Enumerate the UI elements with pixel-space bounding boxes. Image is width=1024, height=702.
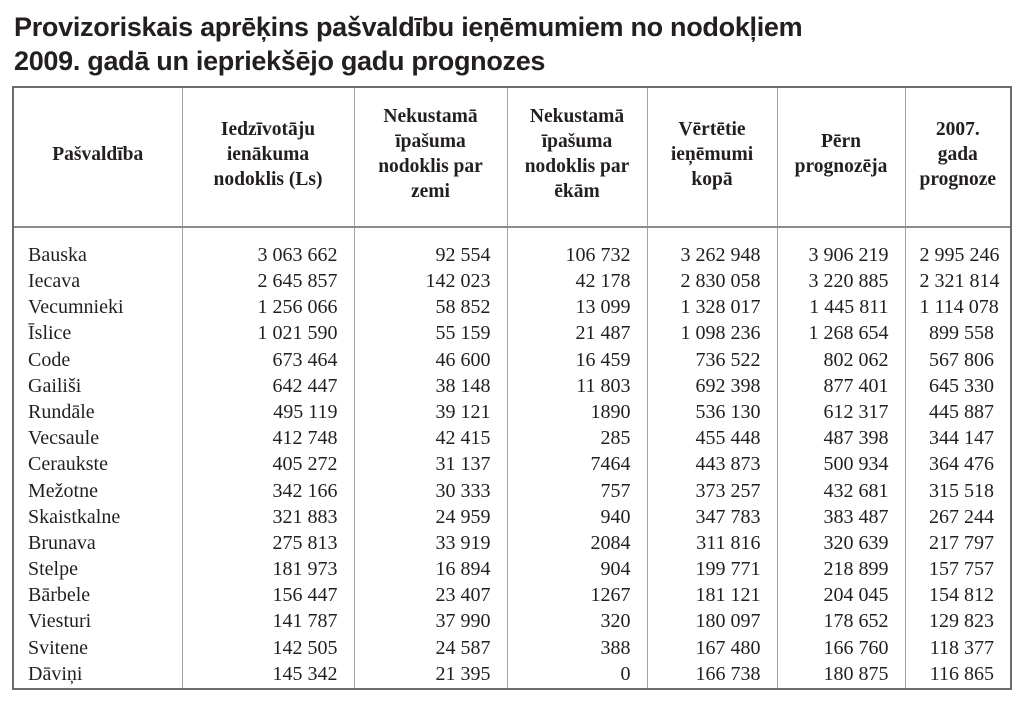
cell-building-tax: 7464 <box>507 452 647 478</box>
cell-building-tax: 21 487 <box>507 321 647 347</box>
cell-land-tax: 142 023 <box>354 268 507 294</box>
cell-total-revenue: 167 480 <box>647 635 777 661</box>
spacer-cell <box>354 227 507 242</box>
column-header-municipality: Pašvaldība <box>14 88 182 227</box>
cell-total-revenue: 181 121 <box>647 582 777 608</box>
table-row <box>14 268 1010 294</box>
cell-municipality: Īslice <box>14 321 182 347</box>
cell-land-tax: 42 415 <box>354 425 507 451</box>
cell-municipality: Stelpe <box>14 556 182 582</box>
cell-total-revenue: 373 257 <box>647 478 777 504</box>
title-line-1: Provizoriskais aprēķins pašvaldību ieņēmumiem no nodokļiem <box>14 12 803 42</box>
cell-last-year-forecast: 500 934 <box>777 452 905 478</box>
column-header-last-year-forecast: Pērn prognozēja <box>777 88 905 227</box>
cell-income-tax: 321 883 <box>182 504 354 530</box>
cell-building-tax: 320 <box>507 609 647 635</box>
table-row <box>14 242 1010 268</box>
table-row <box>14 635 1010 661</box>
cell-2007-forecast: 129 823 <box>929 610 994 633</box>
cell-building-tax: 285 <box>507 425 647 451</box>
table-row <box>14 556 1010 582</box>
cell-income-tax: 342 166 <box>182 478 354 504</box>
cell-2007-forecast: 567 806 <box>929 348 994 371</box>
cell-total-revenue: 736 522 <box>647 347 777 373</box>
table-row <box>14 425 1010 451</box>
cell-2007-forecast: 154 812 <box>929 584 994 607</box>
cell-total-revenue: 3 262 948 <box>647 242 777 268</box>
table-bottom-filler <box>14 687 1010 688</box>
cell-2007-forecast: 116 865 <box>929 662 994 685</box>
cell-municipality: Vecumnieki <box>14 294 182 320</box>
revenue-table <box>14 88 1010 688</box>
cell-last-year-forecast: 204 045 <box>777 582 905 608</box>
cell-land-tax: 21 395 <box>354 661 507 687</box>
cell-total-revenue: 443 873 <box>647 452 777 478</box>
filler-cell <box>777 687 905 688</box>
cell-income-tax: 1 256 066 <box>182 294 354 320</box>
cell-last-year-forecast: 218 899 <box>777 556 905 582</box>
cell-2007-forecast: 344 147 <box>929 427 994 450</box>
cell-2007-forecast: 645 330 <box>929 374 994 397</box>
table-row <box>14 294 1010 320</box>
spacer-cell <box>507 227 647 242</box>
cell-income-tax: 181 973 <box>182 556 354 582</box>
cell-last-year-forecast: 3 220 885 <box>777 268 905 294</box>
cell-income-tax: 145 342 <box>182 661 354 687</box>
cell-2007-forecast: 157 757 <box>929 558 994 581</box>
cell-building-tax: 2084 <box>507 530 647 556</box>
cell-total-revenue: 536 130 <box>647 399 777 425</box>
cell-municipality: Viesturi <box>14 609 182 635</box>
cell-last-year-forecast: 612 317 <box>777 399 905 425</box>
cell-last-year-forecast: 178 652 <box>777 609 905 635</box>
spacer-cell <box>14 227 182 242</box>
cell-2007-forecast: 118 377 <box>929 636 994 659</box>
cell-municipality: Mežotne <box>14 478 182 504</box>
table-row <box>14 321 1010 347</box>
cell-last-year-forecast: 1 445 811 <box>777 294 905 320</box>
page-title <box>0 0 1024 78</box>
cell-land-tax: 46 600 <box>354 347 507 373</box>
cell-last-year-forecast: 180 875 <box>777 661 905 687</box>
table-row <box>14 347 1010 373</box>
cell-last-year-forecast: 383 487 <box>777 504 905 530</box>
cell-2007-forecast: 2 321 814 <box>919 270 1000 293</box>
cell-last-year-forecast: 3 906 219 <box>777 242 905 268</box>
cell-total-revenue: 347 783 <box>647 504 777 530</box>
column-header-2007-forecast: 2007. gada prognoze <box>905 88 1010 227</box>
cell-municipality: Svitene <box>14 635 182 661</box>
cell-building-tax: 1267 <box>507 582 647 608</box>
cell-total-revenue: 180 097 <box>647 609 777 635</box>
column-header-land-tax: Nekustamā īpašuma nodoklis par zemi <box>354 88 507 227</box>
table-row <box>14 399 1010 425</box>
cell-total-revenue: 2 830 058 <box>647 268 777 294</box>
cell-building-tax: 11 803 <box>507 373 647 399</box>
cell-municipality: Bārbele <box>14 582 182 608</box>
cell-last-year-forecast: 1 268 654 <box>777 321 905 347</box>
spacer-cell <box>647 227 777 242</box>
spacer-cell <box>905 227 1010 242</box>
cell-last-year-forecast: 487 398 <box>777 425 905 451</box>
cell-building-tax: 388 <box>507 635 647 661</box>
cell-building-tax: 16 459 <box>507 347 647 373</box>
cell-land-tax: 16 894 <box>354 556 507 582</box>
table-row <box>14 609 1010 635</box>
cell-income-tax: 1 021 590 <box>182 321 354 347</box>
cell-municipality: Skaistkalne <box>14 504 182 530</box>
cell-municipality: Rundāle <box>14 399 182 425</box>
filler-cell <box>14 687 182 688</box>
cell-last-year-forecast: 432 681 <box>777 478 905 504</box>
spacer-cell <box>777 227 905 242</box>
cell-income-tax: 141 787 <box>182 609 354 635</box>
cell-last-year-forecast: 877 401 <box>777 373 905 399</box>
cell-total-revenue: 1 328 017 <box>647 294 777 320</box>
table-row <box>14 661 1010 687</box>
cell-total-revenue: 199 771 <box>647 556 777 582</box>
cell-municipality: Bauska <box>14 242 182 268</box>
cell-income-tax: 2 645 857 <box>182 268 354 294</box>
cell-income-tax: 495 119 <box>182 399 354 425</box>
filler-cell <box>647 687 777 688</box>
cell-municipality: Iecava <box>14 268 182 294</box>
cell-land-tax: 24 587 <box>354 635 507 661</box>
cell-total-revenue: 311 816 <box>647 530 777 556</box>
cell-income-tax: 673 464 <box>182 347 354 373</box>
cell-land-tax: 39 121 <box>354 399 507 425</box>
filler-cell <box>354 687 507 688</box>
cell-2007-forecast: 267 244 <box>929 505 994 528</box>
cell-2007-forecast: 315 518 <box>929 479 994 502</box>
cell-land-tax: 58 852 <box>354 294 507 320</box>
table-body <box>14 227 1010 688</box>
cell-building-tax: 757 <box>507 478 647 504</box>
cell-municipality: Gailiši <box>14 373 182 399</box>
cell-income-tax: 275 813 <box>182 530 354 556</box>
table-header <box>14 88 1010 227</box>
column-header-building-tax: Nekustamā īpašuma nodoklis par ēkām <box>507 88 647 227</box>
cell-land-tax: 31 137 <box>354 452 507 478</box>
cell-2007-forecast: 445 887 <box>929 400 994 423</box>
cell-land-tax: 33 919 <box>354 530 507 556</box>
cell-last-year-forecast: 166 760 <box>777 635 905 661</box>
cell-land-tax: 37 990 <box>354 609 507 635</box>
cell-municipality: Dāviņi <box>14 661 182 687</box>
cell-land-tax: 55 159 <box>354 321 507 347</box>
cell-building-tax: 940 <box>507 504 647 530</box>
cell-total-revenue: 455 448 <box>647 425 777 451</box>
table-row <box>14 504 1010 530</box>
table-row <box>14 530 1010 556</box>
table-row <box>14 478 1010 504</box>
cell-land-tax: 23 407 <box>354 582 507 608</box>
cell-2007-forecast: 899 558 <box>929 322 994 345</box>
table-row <box>14 373 1010 399</box>
cell-2007-forecast: 2 995 246 <box>919 243 1000 266</box>
table-header-row <box>14 88 1010 227</box>
table-row <box>14 582 1010 608</box>
cell-building-tax: 42 178 <box>507 268 647 294</box>
cell-income-tax: 412 748 <box>182 425 354 451</box>
cell-income-tax: 405 272 <box>182 452 354 478</box>
cell-2007-forecast: 1 114 078 <box>919 296 999 319</box>
column-header-income-tax: Iedzīvotāju ienākuma nodoklis (Ls) <box>182 88 354 227</box>
cell-last-year-forecast: 802 062 <box>777 347 905 373</box>
cell-total-revenue: 1 098 236 <box>647 321 777 347</box>
cell-municipality: Vecsaule <box>14 425 182 451</box>
cell-building-tax: 1890 <box>507 399 647 425</box>
column-header-total-revenue: Vērtētie ieņēmumi kopā <box>647 88 777 227</box>
title-line-2: 2009. gadā un iepriekšējo gadu prognozes <box>14 46 546 76</box>
cell-building-tax: 13 099 <box>507 294 647 320</box>
cell-municipality: Code <box>14 347 182 373</box>
filler-cell <box>507 687 647 688</box>
filler-cell <box>905 687 1010 688</box>
cell-income-tax: 642 447 <box>182 373 354 399</box>
table-top-spacer <box>14 227 1010 242</box>
cell-total-revenue: 166 738 <box>647 661 777 687</box>
revenue-table-container <box>12 86 1012 690</box>
table-row <box>14 452 1010 478</box>
spacer-cell <box>182 227 354 242</box>
cell-income-tax: 3 063 662 <box>182 242 354 268</box>
cell-2007-forecast: 364 476 <box>929 453 994 476</box>
cell-total-revenue: 692 398 <box>647 373 777 399</box>
cell-2007-forecast: 217 797 <box>929 531 994 554</box>
cell-land-tax: 24 959 <box>354 504 507 530</box>
filler-cell <box>182 687 354 688</box>
cell-building-tax: 904 <box>507 556 647 582</box>
cell-last-year-forecast: 320 639 <box>777 530 905 556</box>
cell-land-tax: 92 554 <box>354 242 507 268</box>
cell-land-tax: 30 333 <box>354 478 507 504</box>
cell-income-tax: 156 447 <box>182 582 354 608</box>
cell-municipality: Brunava <box>14 530 182 556</box>
cell-land-tax: 38 148 <box>354 373 507 399</box>
cell-municipality: Ceraukste <box>14 452 182 478</box>
cell-building-tax: 106 732 <box>507 242 647 268</box>
cell-income-tax: 142 505 <box>182 635 354 661</box>
cell-building-tax: 0 <box>507 661 647 687</box>
